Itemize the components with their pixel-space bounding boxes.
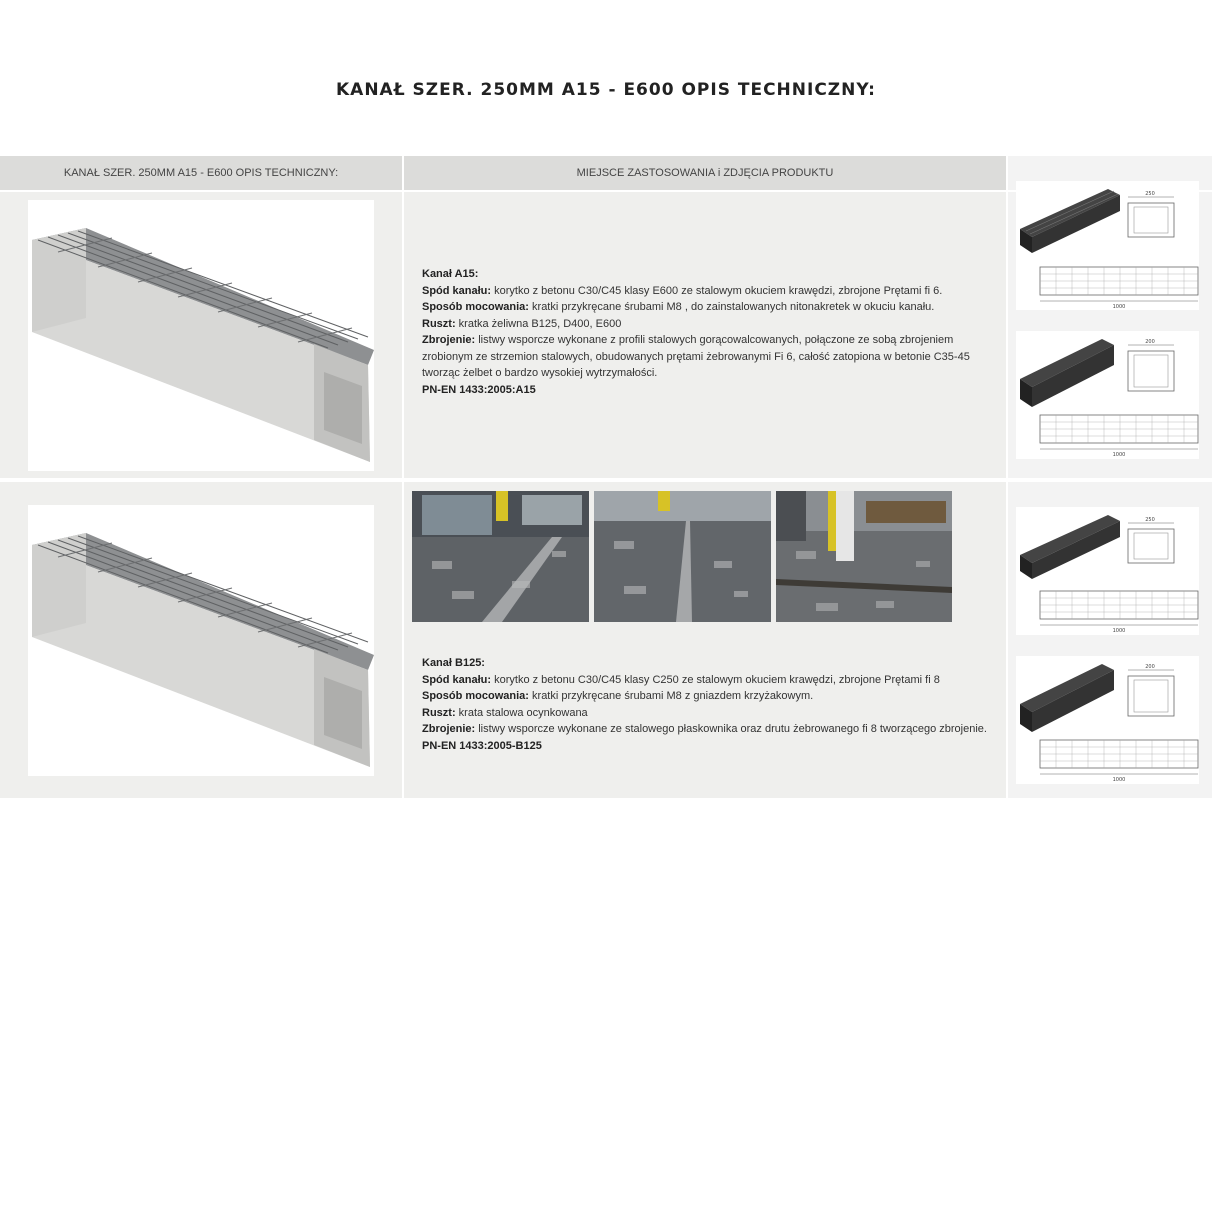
row2-description-cell bbox=[404, 482, 1006, 798]
row2-label-mount: Sposób mocowania: bbox=[422, 690, 529, 702]
drawing-dim-top: 250 bbox=[1145, 191, 1155, 197]
row1-description-cell bbox=[404, 192, 1006, 478]
channel-product-photo bbox=[28, 200, 374, 471]
row2-label-base: Spód kanału: bbox=[422, 673, 492, 686]
row1-text-rebar: listwy wsporcze wykonane z profili stalowych gorącowalcowanych, połączone ze sobą zbrojeniem zrobionym ze strzemion stalowych, obudowanych prętami żebrowanymi Fi 6, całość zatopiona w betonie C35-45 tworząc żelbet o bardzo wysokiej wytrzymałości. bbox=[422, 334, 970, 379]
row2-drawings-cell bbox=[1008, 482, 1212, 798]
drawing-dim-length: 1000 bbox=[1112, 304, 1126, 310]
drawing-dim-length: 1000 bbox=[1112, 628, 1126, 634]
row2-text-mount: kratki przykręcane śrubami M8 z gniazdem krzyżakowym. bbox=[528, 690, 814, 702]
row2-text-rebar: listwy wsporcze wykonane ze stalowego płaskownika oraz drutu żebrowanego fi 8 tworzącego zbrojenie. bbox=[475, 723, 987, 735]
row1-photo-cell bbox=[0, 192, 402, 478]
installation-photo bbox=[412, 491, 589, 622]
row2-heading: Kanał B125: bbox=[422, 657, 485, 669]
row2-label-rebar: Zbrojenie: bbox=[422, 723, 476, 735]
technical-drawing bbox=[1016, 656, 1199, 784]
row1-label-mount: Sposób mocowania: bbox=[422, 301, 529, 313]
row2-text-grate: krata stalowa ocynkowana bbox=[455, 706, 588, 719]
technical-drawing bbox=[1016, 331, 1199, 459]
technical-drawing bbox=[1016, 181, 1199, 310]
row1-drawings-cell bbox=[1008, 192, 1212, 478]
drawing-dim-top: 250 bbox=[1145, 517, 1155, 523]
row1-description bbox=[422, 266, 990, 398]
row1-heading: Kanał A15: bbox=[422, 268, 479, 280]
row2-text-base: korytko z betonu C30/C45 klasy C250 ze stalowym okuciem krawędzi, zbrojone Prętami fi 8 bbox=[491, 673, 940, 686]
drawing-dim-length: 1000 bbox=[1112, 452, 1126, 458]
row1-label-base: Spód kanału: bbox=[422, 284, 492, 297]
installation-photo bbox=[594, 491, 771, 622]
row1-label-grate: Ruszt: bbox=[422, 317, 456, 330]
row1-text-base: korytko z betonu C30/C45 klasy E600 ze stalowym okuciem krawędzi, zbrojone Prętami fi 6. bbox=[491, 284, 943, 297]
column-header-usage: MIEJSCE ZASTOSOWANIA i ZDJĘCIA PRODUKTU bbox=[404, 156, 1006, 190]
row2-label-grate: Ruszt: bbox=[422, 706, 456, 719]
row2-description bbox=[422, 655, 990, 754]
drawing-dim-length: 1000 bbox=[1112, 777, 1126, 783]
drawing-dim-top: 200 bbox=[1145, 339, 1155, 345]
drawing-dim-top: 200 bbox=[1145, 664, 1155, 670]
row1-text-mount: kratki przykręcane śrubami M8 , do zainstalowanych nitonakretek w okuciu kanału. bbox=[528, 301, 935, 313]
channel-product-photo bbox=[28, 505, 374, 776]
column-header-spec: KANAŁ SZER. 250MM A15 - E600 OPIS TECHNICZNY: bbox=[0, 156, 402, 190]
row1-norm: PN-EN 1433:2005:A15 bbox=[422, 383, 536, 396]
installation-photo bbox=[776, 491, 952, 622]
technical-drawing bbox=[1016, 507, 1199, 635]
row2-norm: PN-EN 1433:2005-B125 bbox=[422, 739, 542, 752]
row1-label-rebar: Zbrojenie: bbox=[422, 334, 476, 346]
page-title: KANAŁ SZER. 250MM A15 - E600 OPIS TECHNICZNY: bbox=[335, 80, 876, 100]
row2-photo-cell bbox=[0, 482, 402, 798]
row1-text-grate: kratka żeliwna B125, D400, E600 bbox=[455, 317, 622, 330]
